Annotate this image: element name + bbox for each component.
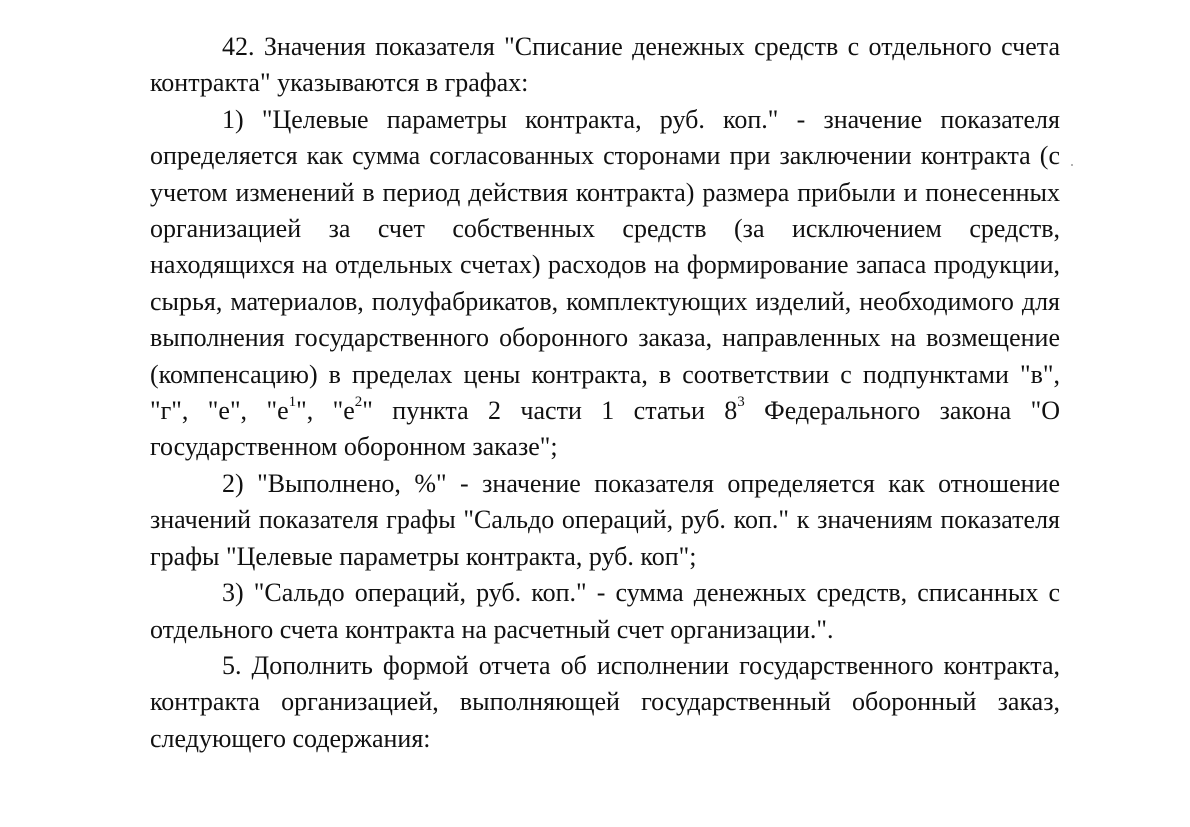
item-1-separator: ", "е bbox=[296, 396, 355, 426]
item-1-text-mid: " пункта 2 части 1 статьи 8 bbox=[362, 396, 738, 426]
list-item-2: 2) "Выполнено, %" - значение показателя определяется как отношение значений показателя графы "Сальдо операций, руб. коп." к значениям показателя графы "Целевые параметры контракта, руб. коп"; bbox=[150, 468, 1060, 571]
item-1-text-after: Федерального закона "О государственном оборонном заказе"; bbox=[150, 396, 1060, 462]
document-page bbox=[150, 29, 1060, 757]
superscript-2: 2 bbox=[354, 394, 363, 411]
superscript-3: 3 bbox=[737, 394, 745, 411]
item-1-text-before: 1) "Целевые параметры контракта, руб. коп." - значение показателя определяется как сумма согласованных сторонами при заключении контракта (с учетом изменений в период действия контракта) размера прибыли и понесенных организацией за счет собственных средств (за исключением средств, находящихся на отдельных счетах) расходов на формирование запаса продукции, сырья, материалов, полуфабрикатов, комплектующих изделий, необходимого для выполнения государственного оборонного заказа, направленных на возмещение (компенсацию) в пределах цены контракта, в соответствии с подпунктами "в", "г", "е", "е bbox=[150, 104, 1060, 426]
scan-speck bbox=[1071, 164, 1073, 166]
list-item-1 bbox=[150, 102, 1060, 466]
superscript-1: 1 bbox=[288, 394, 297, 411]
paragraph-5: 5. Дополнить формой отчета об исполнении государственного контракта, контракта организацией, выполняющей государственный оборонный заказ, следующего содержания: bbox=[150, 650, 1060, 753]
paragraph-42: 42. Значения показателя "Списание денежных средств с отдельного счета контракта" указываются в графах: bbox=[150, 32, 1060, 98]
list-item-3: 3) "Сальдо операций, руб. коп." - сумма денежных средств, списанных с отдельного счета контракта на расчетный счет организации.". bbox=[150, 578, 1060, 644]
